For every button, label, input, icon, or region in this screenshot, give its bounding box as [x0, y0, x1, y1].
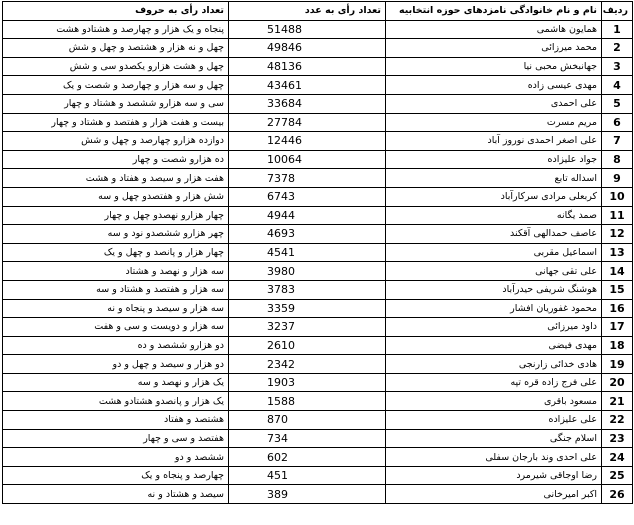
- row-number-cell: 20: [602, 373, 633, 392]
- candidate-name-cell: علی اصغر احمدی نوروز آباد: [386, 132, 602, 151]
- header-candidate-name: نام و نام خانوادگی نامزدهای حوزه انتخابیه: [386, 2, 602, 21]
- table-row: [3, 485, 633, 504]
- header-row-number: ردیف: [602, 2, 633, 21]
- table-row: [3, 262, 633, 281]
- votes-words-cell: چهل و نه هزار و هشتصد و چهل و شش: [3, 39, 229, 58]
- candidate-name-cell: علی احمدی: [386, 94, 602, 113]
- candidate-name-cell: مسعود باقری: [386, 392, 602, 411]
- votes-words-cell: دوازده هزارو چهارصد و چهل و شش: [3, 132, 229, 151]
- table-row: [3, 187, 633, 206]
- votes-number-cell: 4541: [229, 243, 386, 262]
- table-row: [3, 206, 633, 225]
- votes-number-cell: 4944: [229, 206, 386, 225]
- votes-number-cell: 51488: [229, 20, 386, 39]
- votes-words-cell: دو هزارو ششصد و ده: [3, 336, 229, 355]
- table-row: [3, 373, 633, 392]
- table-row: [3, 113, 633, 132]
- header-row: [3, 2, 633, 21]
- votes-words-cell: هشتصد و هفتاد: [3, 411, 229, 430]
- candidate-name-cell: داود میرزائی: [386, 318, 602, 337]
- table-row: [3, 429, 633, 448]
- row-number-cell: 25: [602, 466, 633, 485]
- table-row: [3, 243, 633, 262]
- row-number-cell: 3: [602, 57, 633, 76]
- votes-number-cell: 2610: [229, 336, 386, 355]
- candidate-name-cell: رضا اوجاقی شیرمرد: [386, 466, 602, 485]
- row-number-cell: 23: [602, 429, 633, 448]
- candidate-name-cell: صمد یگانه: [386, 206, 602, 225]
- votes-number-cell: 451: [229, 466, 386, 485]
- candidate-name-cell: هادی خدائی زارنجی: [386, 355, 602, 374]
- votes-words-cell: یک هزار و پانصدو هشتادو هشت: [3, 392, 229, 411]
- votes-words-cell: چهارصد و پنجاه و یک: [3, 466, 229, 485]
- row-number-cell: 17: [602, 318, 633, 337]
- candidate-name-cell: علی فرج زاده قره تپه: [386, 373, 602, 392]
- row-number-cell: 14: [602, 262, 633, 281]
- row-number-cell: 24: [602, 448, 633, 467]
- table-row: [3, 94, 633, 113]
- candidate-name-cell: هوشنگ شریفی حیدرآباد: [386, 280, 602, 299]
- row-number-cell: 2: [602, 39, 633, 58]
- votes-number-cell: 870: [229, 411, 386, 430]
- candidate-name-cell: همایون هاشمی: [386, 20, 602, 39]
- table-row: [3, 280, 633, 299]
- votes-number-cell: 3783: [229, 280, 386, 299]
- votes-number-cell: 48136: [229, 57, 386, 76]
- row-number-cell: 19: [602, 355, 633, 374]
- votes-number-cell: 33684: [229, 94, 386, 113]
- candidate-name-cell: اسلام جنگی: [386, 429, 602, 448]
- table-row: [3, 336, 633, 355]
- table-row: [3, 466, 633, 485]
- row-number-cell: 8: [602, 150, 633, 169]
- votes-words-cell: بیست و هفت هزار و هفتصد و هشتاد و چهار: [3, 113, 229, 132]
- candidate-name-cell: مریم مسرت: [386, 113, 602, 132]
- votes-number-cell: 1588: [229, 392, 386, 411]
- candidate-name-cell: کربعلی مرادی سرکارآباد: [386, 187, 602, 206]
- votes-words-cell: ده هزارو شصت و چهار: [3, 150, 229, 169]
- votes-words-cell: چهل و سه هزار و چهارصد و شصت و یک: [3, 76, 229, 95]
- row-number-cell: 18: [602, 336, 633, 355]
- votes-number-cell: 7378: [229, 169, 386, 188]
- table-row: [3, 150, 633, 169]
- row-number-cell: 15: [602, 280, 633, 299]
- candidate-name-cell: علی احدی وند بارجان سفلی: [386, 448, 602, 467]
- table-row: [3, 355, 633, 374]
- votes-number-cell: 3980: [229, 262, 386, 281]
- row-number-cell: 5: [602, 94, 633, 113]
- candidate-name-cell: جواد علیزاده: [386, 150, 602, 169]
- votes-words-cell: دو هزار و سیصد و چهل و دو: [3, 355, 229, 374]
- votes-number-cell: 602: [229, 448, 386, 467]
- votes-words-cell: پنجاه و یک هزار و چهارصد و هشتادو هشت: [3, 20, 229, 39]
- votes-words-cell: سه هزار و دویست و سی و هفت: [3, 318, 229, 337]
- votes-words-cell: شش هزار و هفتصدو چهل و سه: [3, 187, 229, 206]
- table-row: [3, 57, 633, 76]
- row-number-cell: 9: [602, 169, 633, 188]
- table-row: [3, 39, 633, 58]
- election-results-table: [2, 1, 633, 504]
- row-number-cell: 4: [602, 76, 633, 95]
- row-number-cell: 1: [602, 20, 633, 39]
- table-row: [3, 318, 633, 337]
- votes-words-cell: هفت هزار و سیصد و هفتاد و هشت: [3, 169, 229, 188]
- table-row: [3, 20, 633, 39]
- table-row: [3, 225, 633, 244]
- votes-number-cell: 27784: [229, 113, 386, 132]
- votes-words-cell: چهار هزار و پانصد و چهل و یک: [3, 243, 229, 262]
- row-number-cell: 16: [602, 299, 633, 318]
- votes-number-cell: 4693: [229, 225, 386, 244]
- votes-number-cell: 2342: [229, 355, 386, 374]
- votes-number-cell: 3359: [229, 299, 386, 318]
- row-number-cell: 22: [602, 411, 633, 430]
- row-number-cell: 6: [602, 113, 633, 132]
- row-number-cell: 21: [602, 392, 633, 411]
- candidate-name-cell: محمود غفوریان افشار: [386, 299, 602, 318]
- candidate-name-cell: جهانبخش محبی نیا: [386, 57, 602, 76]
- votes-words-cell: سه هزار و سیصد و پنجاه و نه: [3, 299, 229, 318]
- votes-number-cell: 389: [229, 485, 386, 504]
- votes-words-cell: سی و سه هزارو ششصد و هشتاد و چهار: [3, 94, 229, 113]
- votes-number-cell: 49846: [229, 39, 386, 58]
- candidate-name-cell: اکبر امیرخانی: [386, 485, 602, 504]
- candidate-name-cell: مهدی عیسی زاده: [386, 76, 602, 95]
- table-row: [3, 392, 633, 411]
- votes-number-cell: 734: [229, 429, 386, 448]
- row-number-cell: 7: [602, 132, 633, 151]
- candidate-name-cell: اسماعیل مقربی: [386, 243, 602, 262]
- candidate-name-cell: عاصف حمدالهی آقکند: [386, 225, 602, 244]
- row-number-cell: 26: [602, 485, 633, 504]
- votes-number-cell: 3237: [229, 318, 386, 337]
- votes-number-cell: 10064: [229, 150, 386, 169]
- votes-words-cell: چهار هزارو نهصدو چهل و چهار: [3, 206, 229, 225]
- votes-words-cell: سه هزار و هفتصد و هشتاد و سه: [3, 280, 229, 299]
- table-row: [3, 448, 633, 467]
- row-number-cell: 10: [602, 187, 633, 206]
- table-row: [3, 299, 633, 318]
- votes-words-cell: سیصد و هشتاد و نه: [3, 485, 229, 504]
- header-votes-number: تعداد رأی به عدد: [229, 2, 386, 21]
- table-row: [3, 76, 633, 95]
- votes-words-cell: هفتصد و سی و چهار: [3, 429, 229, 448]
- row-number-cell: 11: [602, 206, 633, 225]
- votes-words-cell: سه هزار و نهصد و هشتاد: [3, 262, 229, 281]
- row-number-cell: 13: [602, 243, 633, 262]
- candidate-name-cell: علی علیزاده: [386, 411, 602, 430]
- candidate-name-cell: علی تقی جهانی: [386, 262, 602, 281]
- candidate-name-cell: اسداله تابع: [386, 169, 602, 188]
- votes-number-cell: 6743: [229, 187, 386, 206]
- votes-number-cell: 12446: [229, 132, 386, 151]
- candidate-name-cell: محمد میرزائی: [386, 39, 602, 58]
- votes-number-cell: 43461: [229, 76, 386, 95]
- table-row: [3, 132, 633, 151]
- table-row: [3, 169, 633, 188]
- header-votes-words: تعداد رأی به حروف: [3, 2, 229, 21]
- votes-words-cell: چهل و هشت هزارو یکصدو سی و شش: [3, 57, 229, 76]
- table-row: [3, 411, 633, 430]
- row-number-cell: 12: [602, 225, 633, 244]
- votes-words-cell: ششصد و دو: [3, 448, 229, 467]
- votes-words-cell: یک هزار و نهصد و سه: [3, 373, 229, 392]
- votes-words-cell: چهر هزارو ششصدو نود و سه: [3, 225, 229, 244]
- candidate-name-cell: مهدی فیضی: [386, 336, 602, 355]
- table-body: [3, 20, 633, 503]
- votes-number-cell: 1903: [229, 373, 386, 392]
